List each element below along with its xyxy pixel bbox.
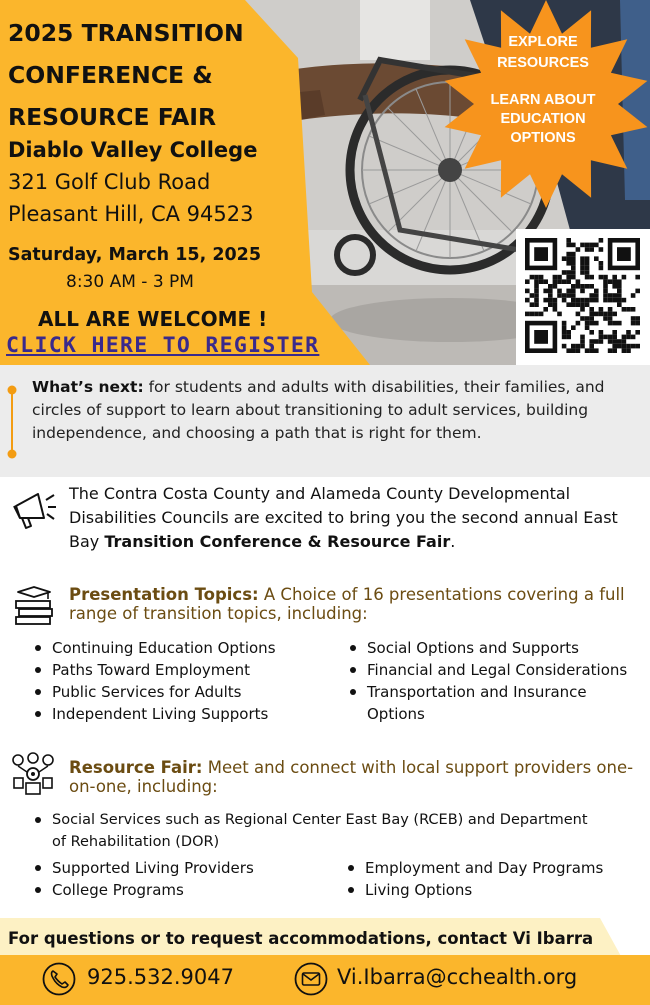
resource-fair-heading: Resource Fair: Meet and connect with local support providers one-on-one, including: bbox=[69, 758, 634, 796]
list-item: Employment and Day Programs bbox=[345, 857, 640, 879]
phone-number[interactable]: 925.532.9047 bbox=[87, 965, 234, 989]
intro-paragraph: The Contra Costa County and Alameda County Developmental Disabilities Councils are excited to bring you the second annual East Bay Transition Conference & Resource Fair. bbox=[69, 484, 618, 551]
list-item: Independent Living Supports bbox=[32, 703, 332, 725]
email-address[interactable]: Vi.Ibarra@cchealth.org bbox=[337, 965, 578, 989]
list-item: Public Services for Adults bbox=[32, 681, 332, 703]
address-city: Pleasant Hill, CA 94523 bbox=[8, 202, 254, 226]
qr-code[interactable] bbox=[516, 229, 650, 365]
resource-fair-list-full bbox=[32, 809, 592, 853]
whats-next-text: What’s next: for students and adults with disabilities, their families, and circles of support to learn about transitioning to adult services, building independence, and choosing a path that is right for them. bbox=[32, 378, 605, 442]
list-item: Financial and Legal Considerations bbox=[347, 659, 642, 681]
welcome-text: ALL ARE WELCOME ! bbox=[38, 307, 268, 331]
presentation-topics-list-right bbox=[347, 637, 642, 725]
list-item: Paths Toward Employment bbox=[32, 659, 332, 681]
list-item: Transportation and Insurance Options bbox=[347, 681, 642, 725]
starburst-learn-text: LEARN ABOUT EDUCATION OPTIONS bbox=[490, 92, 596, 146]
address-street: 321 Golf Club Road bbox=[8, 170, 211, 194]
event-date: Saturday, March 15, 2025 bbox=[8, 245, 262, 265]
register-link[interactable]: CLICK HERE TO REGISTER bbox=[6, 333, 320, 358]
list-item: Living Options bbox=[345, 879, 640, 901]
timeline-icon bbox=[6, 384, 18, 464]
list-item: Social Options and Supports bbox=[347, 637, 642, 659]
questions-text: For questions or to request accommodations, contact Vi Ibarra bbox=[8, 929, 594, 948]
phone-icon bbox=[42, 962, 76, 996]
presentation-topics-list-left bbox=[32, 637, 332, 725]
list-item: Social Services such as Regional Center East Bay (RCEB) and Department of Rehabilitation (DOR) bbox=[32, 809, 592, 853]
list-item: Continuing Education Options bbox=[32, 637, 332, 659]
email-icon bbox=[294, 962, 328, 996]
resources-icon bbox=[10, 752, 56, 796]
presentation-topics-heading: Presentation Topics: A Choice of 16 presentations covering a full range of transition topics, including: bbox=[69, 585, 625, 623]
resource-fair-list-left bbox=[32, 857, 332, 901]
list-item: Supported Living Providers bbox=[32, 857, 332, 879]
college-name: Diablo Valley College bbox=[8, 138, 258, 162]
event-time: 8:30 AM - 3 PM bbox=[66, 272, 194, 292]
books-icon bbox=[12, 584, 56, 628]
starburst-explore-text: EXPLORE RESOURCES bbox=[497, 34, 589, 71]
resource-fair-list-right bbox=[345, 857, 640, 901]
event-title: 2025 TRANSITION CONFERENCE & RESOURCE FAIR bbox=[8, 19, 244, 131]
whats-next-label: What’s next: bbox=[32, 378, 144, 396]
list-item: College Programs bbox=[32, 879, 332, 901]
megaphone-icon bbox=[10, 488, 58, 530]
hero-banner bbox=[0, 0, 650, 365]
